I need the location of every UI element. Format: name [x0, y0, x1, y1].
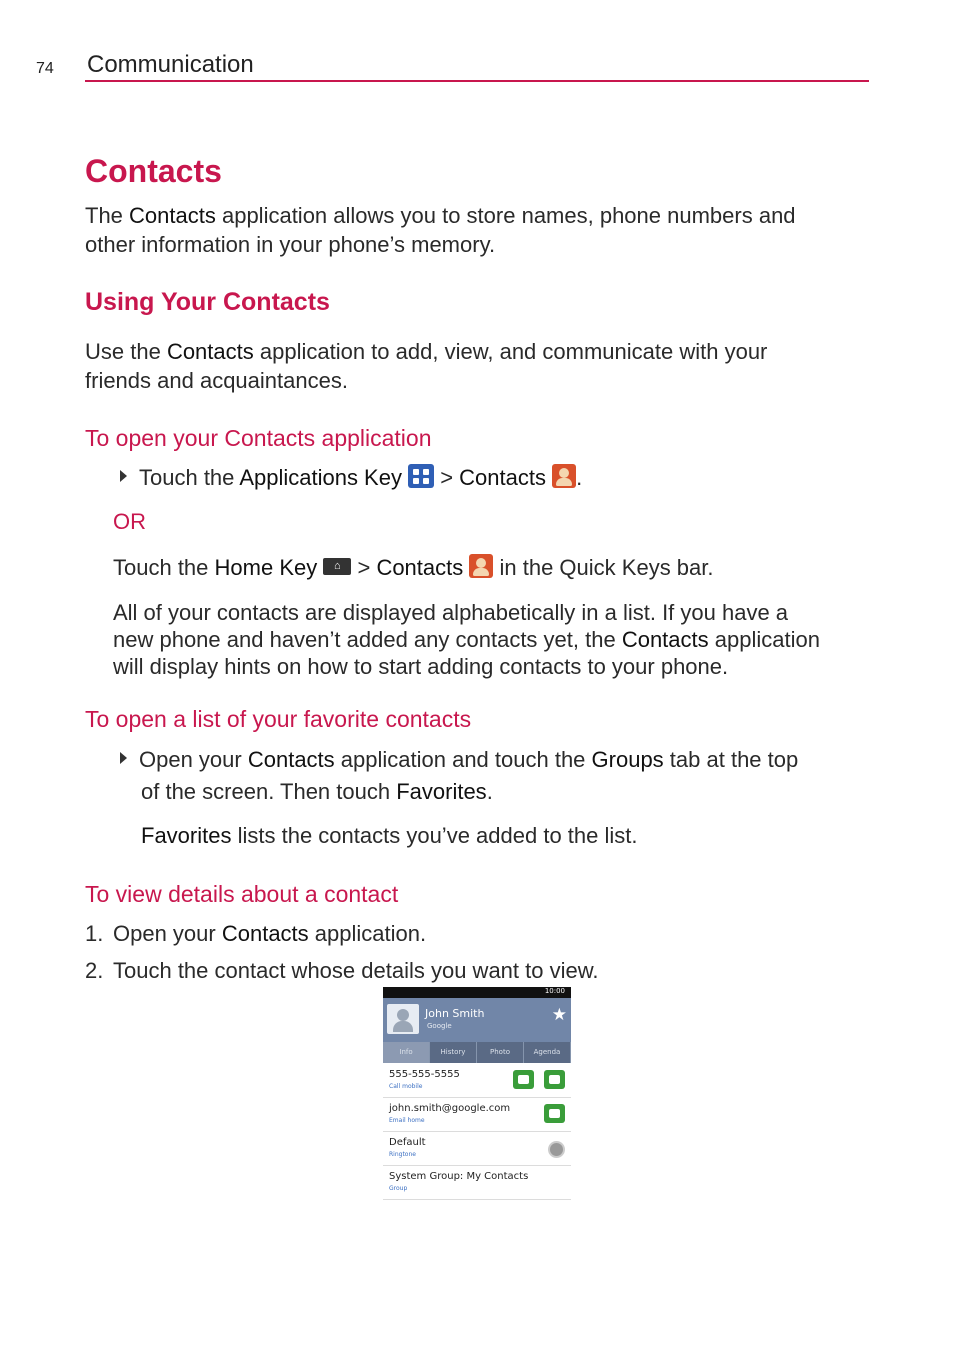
step-bold: Home Key: [214, 555, 318, 580]
contacts-app-icon: [552, 464, 576, 488]
contact-name: John Smith: [425, 1007, 485, 1020]
step-bold: Contacts: [376, 555, 464, 580]
row-value: 555-555-5555: [389, 1069, 460, 1080]
heading-using-contacts: Using Your Contacts: [85, 288, 330, 316]
step-text: tab at the top: [663, 747, 799, 772]
tab-history[interactable]: History: [430, 1042, 477, 1063]
tab-photo[interactable]: Photo: [477, 1042, 524, 1063]
step-bold: Contacts: [221, 921, 309, 946]
favorites-note: [141, 821, 638, 850]
step-text: .: [576, 465, 583, 490]
step-text: in the Quick Keys bar.: [493, 555, 714, 580]
row-label: Group: [389, 1185, 408, 1192]
step-bold: Applications Key: [239, 465, 402, 490]
section-title: Communication: [87, 51, 254, 78]
heading-open-app: To open your Contacts application: [85, 425, 432, 451]
tab-info[interactable]: Info: [383, 1042, 430, 1063]
step-text: Touch the: [113, 555, 215, 580]
intro-text: other information in your phone’s memory.: [85, 232, 496, 257]
step-text: Open your: [113, 921, 222, 946]
row-value: System Group: My Contacts: [389, 1171, 529, 1182]
step-bold: Groups: [591, 747, 664, 772]
step-text: application.: [308, 921, 427, 946]
ringtone-icon[interactable]: [548, 1141, 565, 1158]
desc-text: All of your contacts are displayed alphabetically in a list. If you have a: [113, 600, 789, 625]
desc-bold: Contacts: [621, 627, 709, 652]
row-label: Email home: [389, 1117, 425, 1124]
home-key-icon: ⌂: [323, 558, 351, 575]
email-icon[interactable]: [544, 1104, 565, 1123]
message-icon[interactable]: [544, 1070, 565, 1089]
contact-account: Google: [427, 1022, 452, 1030]
step-bold: Contacts: [247, 747, 335, 772]
step-text: of the screen. Then touch: [141, 779, 397, 804]
favorite-star-icon[interactable]: ★: [551, 1005, 567, 1025]
contact-header: [383, 998, 571, 1042]
heading-view-details: To view details about a contact: [85, 881, 399, 907]
intro-paragraph: [85, 201, 875, 259]
bullet-arrow-icon: [120, 470, 127, 482]
row-label: Call mobile: [389, 1083, 423, 1090]
list-item[interactable]: [383, 1166, 571, 1200]
note-bold: Favorites: [141, 823, 232, 848]
contact-tabs: [383, 1042, 571, 1063]
row-value: john.smith@google.com: [389, 1103, 511, 1114]
step-number: 1.: [85, 921, 104, 946]
page-number: 74: [36, 60, 54, 77]
contacts-description: [113, 599, 893, 680]
details-step-1: [85, 919, 427, 948]
step-number: 2.: [85, 958, 104, 983]
using-paragraph: [85, 337, 875, 395]
status-time: 10:00: [544, 987, 565, 995]
step-text: Touch the contact whose details you want to view.: [113, 958, 599, 983]
intro-text: The: [85, 203, 130, 228]
using-bold: Contacts: [166, 339, 254, 364]
row-value: Default: [389, 1137, 426, 1148]
step-text: Open your: [139, 747, 248, 772]
contact-details-screenshot: [383, 987, 571, 1204]
page-title: Contacts: [85, 153, 222, 189]
contacts-app-icon: [469, 554, 493, 578]
step-bold: Favorites: [396, 779, 487, 804]
heading-favorites: To open a list of your favorite contacts: [85, 706, 472, 732]
step-text: >: [351, 555, 377, 580]
desc-text: will display hints on how to start adding contacts to your phone.: [113, 654, 729, 679]
using-text: application to add, view, and communicate with your: [253, 339, 768, 364]
tab-agenda[interactable]: Agenda: [524, 1042, 571, 1063]
step-text: .: [486, 779, 493, 804]
step-bold: Contacts: [459, 465, 546, 490]
or-label: OR: [113, 509, 146, 534]
home-key-step: [113, 553, 883, 582]
intro-text: application allows you to store names, phone numbers and: [215, 203, 796, 228]
call-icon[interactable]: [513, 1070, 534, 1089]
header-rule: [85, 80, 869, 82]
desc-text: new phone and haven’t added any contacts yet, the: [113, 627, 622, 652]
applications-key-icon: [408, 464, 434, 488]
row-label: Ringtone: [389, 1151, 416, 1158]
step-text: >: [434, 465, 460, 490]
favorites-step: [120, 744, 890, 808]
note-text: lists the contacts you’ve added to the list.: [231, 823, 638, 848]
intro-bold: Contacts: [129, 203, 216, 228]
step-text: Touch the: [139, 465, 240, 490]
list-item[interactable]: [383, 1098, 571, 1132]
using-text: Use the: [85, 339, 167, 364]
bullet-arrow-icon: [120, 752, 127, 764]
open-app-step: [120, 463, 880, 492]
list-item[interactable]: [383, 1132, 571, 1166]
contact-avatar-icon[interactable]: [387, 1004, 419, 1034]
list-item[interactable]: [383, 1064, 571, 1098]
details-step-2: [85, 956, 599, 985]
status-bar: [383, 987, 571, 998]
desc-text: application: [708, 627, 820, 652]
step-text: application and touch the: [334, 747, 592, 772]
using-text: friends and acquaintances.: [85, 368, 348, 393]
